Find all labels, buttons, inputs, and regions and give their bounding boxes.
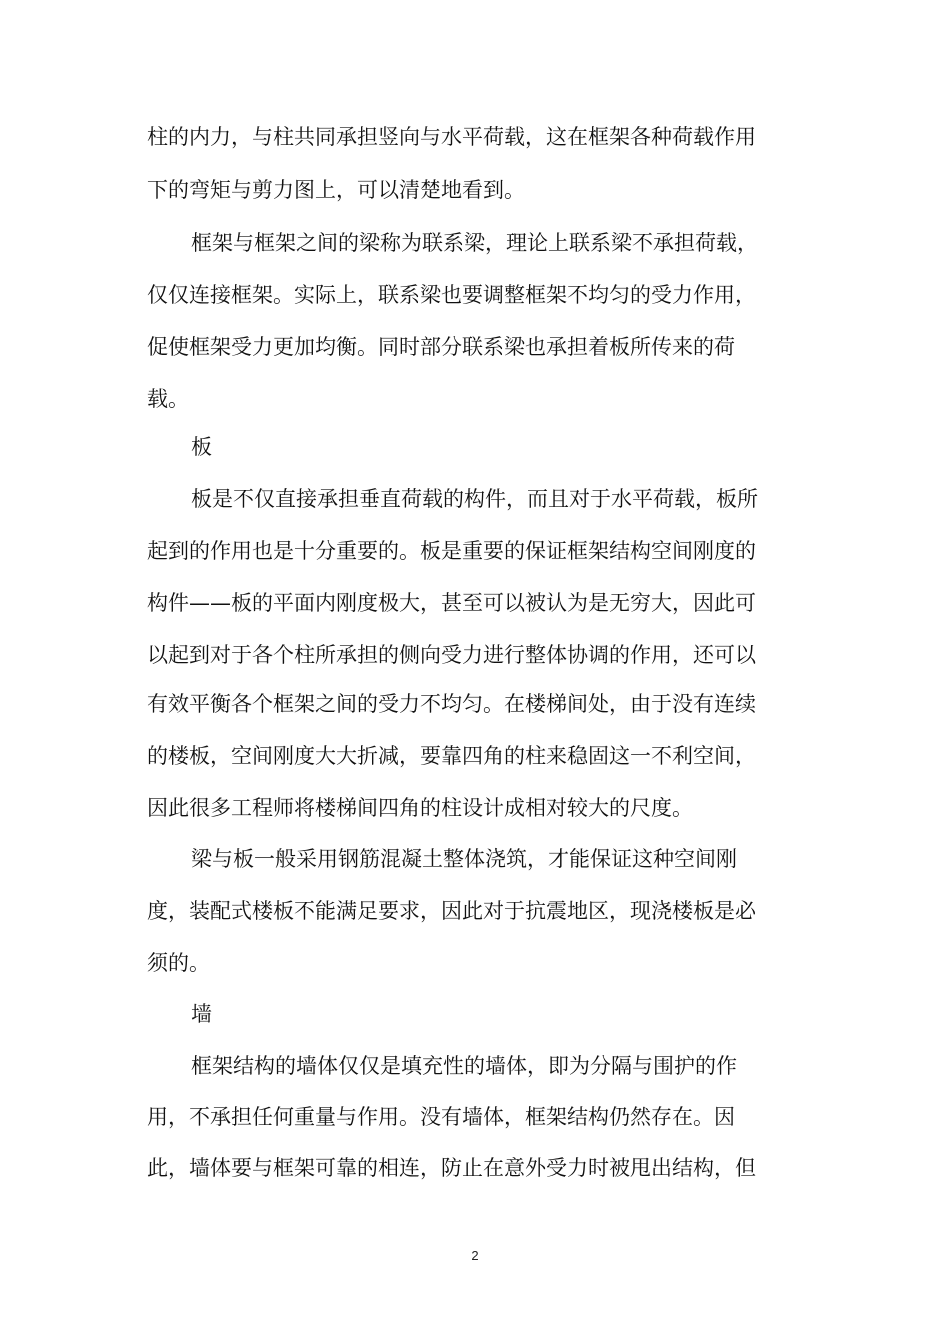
text-line: 载。 bbox=[147, 387, 189, 411]
text-line: 须的。 bbox=[147, 951, 210, 975]
text-line: 因此很多工程师将楼梯间四角的柱设计成相对较大的尺度。 bbox=[147, 796, 693, 820]
text-line: 用，不承担任何重量与作用。没有墙体，框架结构仍然存在。因 bbox=[147, 1105, 735, 1129]
text-line: 的楼板，空间刚度大大折减，要靠四角的柱来稳固这一不利空间， bbox=[147, 744, 756, 768]
section-heading: 板 bbox=[191, 435, 212, 459]
text-line: 框架结构的墙体仅仅是填充性的墙体，即为分隔与围护的作 bbox=[191, 1054, 737, 1078]
text-line: 梁与板一般采用钢筋混凝土整体浇筑，才能保证这种空间刚 bbox=[191, 847, 737, 871]
text-line: 框架与框架之间的梁称为联系梁，理论上联系梁不承担荷载， bbox=[191, 231, 758, 255]
text-line: 有效平衡各个框架之间的受力不均匀。在楼梯间处，由于没有连续 bbox=[147, 692, 756, 716]
text-line: 促使框架受力更加均衡。同时部分联系梁也承担着板所传来的荷 bbox=[147, 335, 735, 359]
text-line: 板是不仅直接承担垂直荷载的构件，而且对于水平荷载，板所 bbox=[191, 487, 758, 511]
page-number: 2 bbox=[471, 1248, 479, 1263]
text-line: 下的弯矩与剪力图上，可以清楚地看到。 bbox=[147, 178, 525, 202]
text-line: 度，装配式楼板不能满足要求，因此对于抗震地区，现浇楼板是必 bbox=[147, 899, 756, 923]
text-line: 此，墙体要与框架可靠的相连，防止在意外受力时被甩出结构，但 bbox=[147, 1156, 756, 1180]
text-line: 仅仅连接框架。实际上，联系梁也要调整框架不均匀的受力作用， bbox=[147, 283, 756, 307]
text-line: 构件——板的平面内刚度极大，甚至可以被认为是无穷大，因此可 bbox=[147, 591, 756, 615]
text-line: 以起到对于各个柱所承担的侧向受力进行整体协调的作用，还可以 bbox=[147, 643, 756, 667]
text-line: 起到的作用也是十分重要的。板是重要的保证框架结构空间刚度的 bbox=[147, 539, 756, 563]
section-heading: 墙 bbox=[191, 1002, 212, 1026]
text-line: 柱的内力，与柱共同承担竖向与水平荷载，这在框架各种荷载作用 bbox=[147, 125, 756, 149]
